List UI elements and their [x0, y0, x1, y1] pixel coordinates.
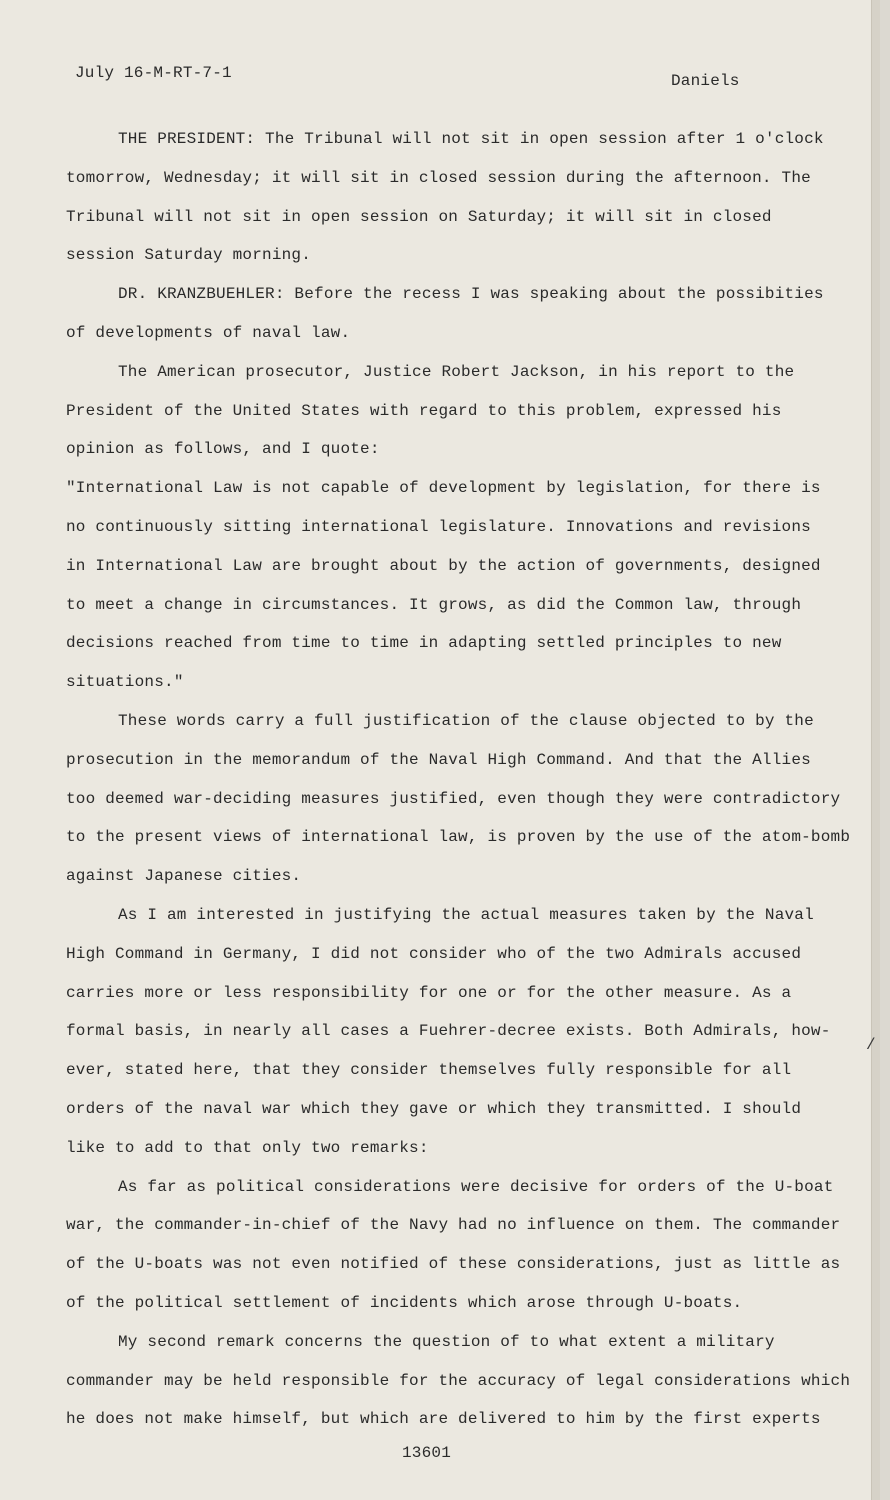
- page-edge: [871, 0, 880, 1500]
- text-line: Tribunal will not sit in open session on Saturday; it will sit in closed: [66, 207, 772, 226]
- reporter-name: Daniels: [671, 72, 740, 90]
- text-line: formal basis, in nearly all cases a Fuehrer-decree exists. Both Admirals, how-: [66, 1022, 831, 1041]
- text-line: ever, stated here, that they consider themselves fully responsible for all: [66, 1061, 792, 1080]
- paragraph: [66, 1323, 851, 1439]
- text-line: High Command in Germany, I did not consider who of the two Admirals accused: [66, 944, 802, 963]
- text-line: of the U-boats was not even notified of these considerations, just as little as: [66, 1255, 841, 1274]
- text-line: to the present views of international law, is proven by the use of the atom-bomb: [66, 828, 851, 847]
- text-line: As far as political considerations were decisive for orders of the U-boat: [118, 1177, 834, 1196]
- text-line: no continuously sitting international legislature. Innovations and revisions: [66, 517, 811, 536]
- text-line: too deemed war-deciding measures justified, even though they were contradictory: [66, 789, 841, 808]
- text-line: DR. KRANZBUEHLER: Before the recess I was speaking about the possibities: [118, 285, 824, 304]
- text-line: situations.": [66, 673, 184, 692]
- text-line: of developments of naval law.: [66, 323, 351, 342]
- text-line: My second remark concerns the question of to what extent a military: [118, 1332, 775, 1351]
- text-line: in International Law are brought about by the action of governments, designed: [66, 556, 821, 575]
- text-line: "International Law is not capable of development by legislation, for there is: [66, 479, 821, 498]
- paragraph: [66, 353, 836, 469]
- paragraph: [66, 275, 836, 353]
- text-line: to meet a change in circumstances. It grows, as did the Common law, through: [66, 595, 802, 614]
- paragraph: [66, 469, 836, 702]
- margin-mark: /: [866, 1036, 876, 1054]
- paragraph: [66, 1168, 841, 1323]
- text-line: tomorrow, Wednesday; it will sit in closed session during the afternoon. The: [66, 168, 811, 187]
- paragraph: [66, 896, 836, 1168]
- text-line: As I am interested in justifying the actual measures taken by the Naval: [118, 905, 814, 924]
- text-line: session Saturday morning.: [66, 246, 312, 265]
- transcript-body: [66, 120, 851, 1439]
- text-line: President of the United States with regard to this problem, expressed his: [66, 401, 782, 420]
- text-line: These words carry a full justification of the clause objected to by the: [118, 711, 814, 730]
- text-line: of the political settlement of incidents which arose through U-boats.: [66, 1293, 743, 1312]
- text-line: war, the commander-in-chief of the Navy had no influence on them. The commander: [66, 1216, 841, 1235]
- text-line: THE PRESIDENT: The Tribunal will not sit in open session after 1 o'clock: [118, 130, 824, 148]
- paragraph: [66, 120, 836, 275]
- text-line: carries more or less responsibility for one or for the other measure. As a: [66, 983, 792, 1002]
- text-line: orders of the naval war which they gave or which they transmitted. I should: [66, 1099, 802, 1118]
- text-line: The American prosecutor, Justice Robert Jackson, in his report to the: [118, 362, 795, 381]
- text-line: like to add to that only two remarks:: [66, 1138, 429, 1157]
- text-line: against Japanese cities.: [66, 867, 302, 886]
- paragraph: [66, 702, 851, 896]
- text-line: decisions reached from time to time in adapting settled principles to new: [66, 634, 782, 653]
- text-line: he does not make himself, but which are delivered to him by the first experts: [66, 1410, 821, 1429]
- page-number: 13601: [402, 1444, 452, 1462]
- text-line: opinion as follows, and I quote:: [66, 440, 380, 459]
- transcript-reference: July 16-M-RT-7-1: [75, 64, 232, 82]
- text-line: commander may be held responsible for the accuracy of legal considerations which: [66, 1371, 851, 1390]
- text-line: prosecution in the memorandum of the Naval High Command. And that the Allies: [66, 750, 811, 769]
